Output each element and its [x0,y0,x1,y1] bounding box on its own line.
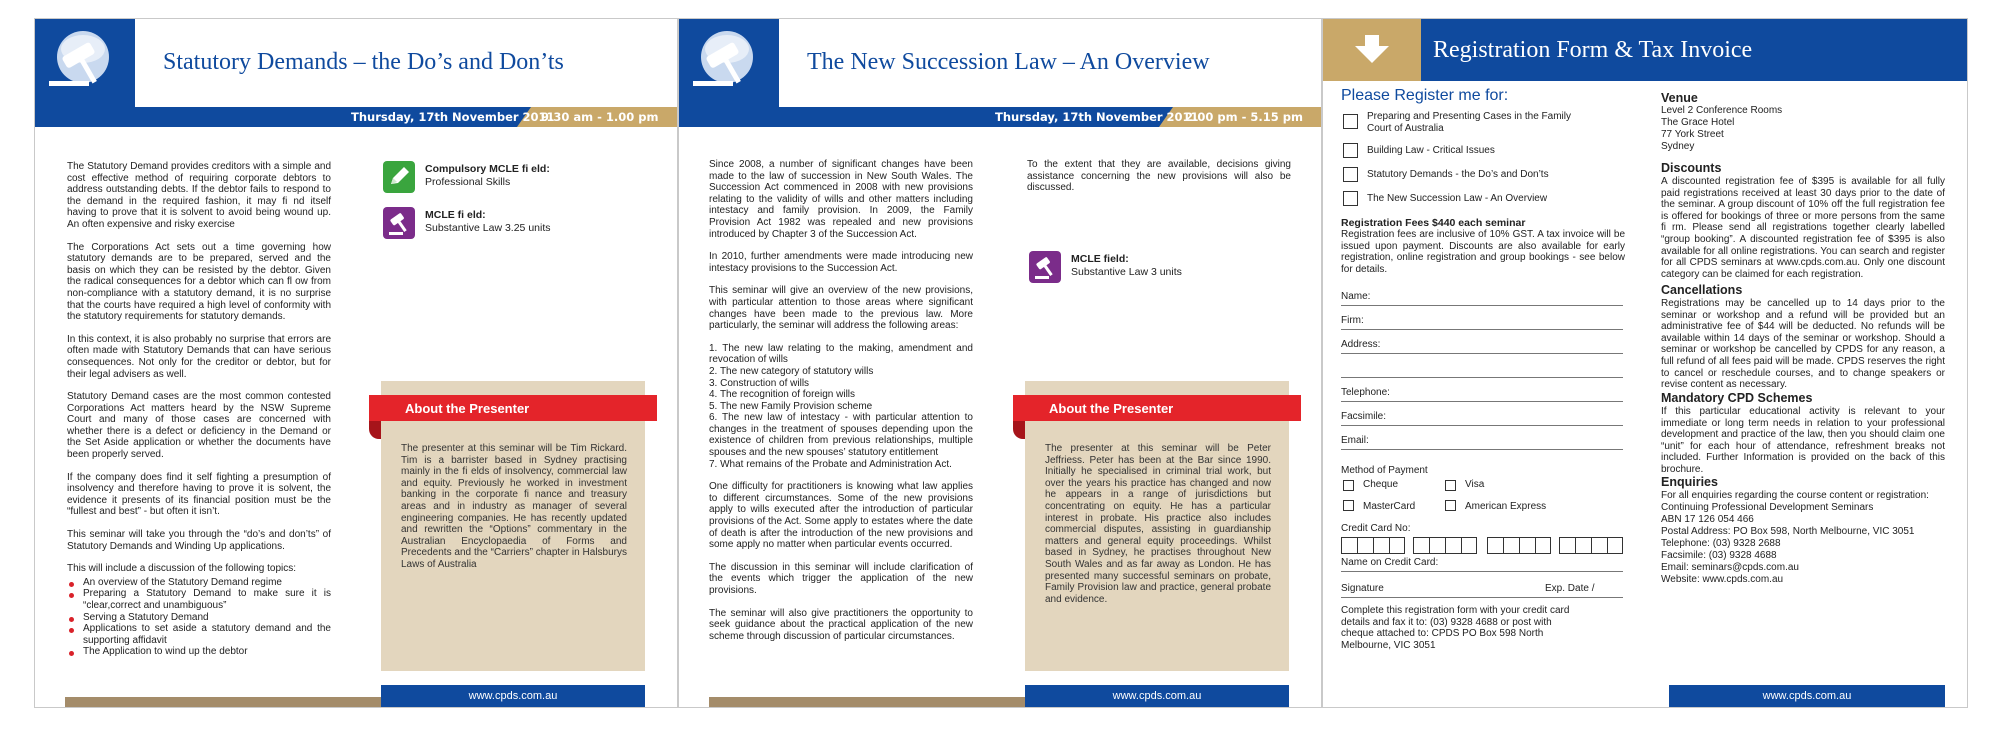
cheque-checkbox[interactable] [1343,480,1354,491]
list-item: Serving a Statutory Demand [67,612,331,624]
list-item: 6. The new law of intestacy - with particular attention to changes in the treatment of spouses depending upon the existence of children from previous relationships, multiple spouses and the new spouses’ statutory entitlement [709,412,973,459]
pencil-icon [383,161,415,193]
enquiries-line: Postal Address: PO Box 598, North Melbourne, VIC 3051 [1661,526,1915,537]
credit-card-label: Credit Card No: [1341,523,1411,534]
right-body-text [1027,159,1291,205]
course-checkbox[interactable] [1343,167,1358,182]
gavel-logo [35,19,135,107]
list-item: 7. What remains of the Probate and Administration Act. [709,458,952,470]
fees-text: Registration fees are inclusive of 10% GST. A tax invoice will be issued upon payment. Discounts are also available for early registration, online registration and group bookings - see below for details. [1341,229,1625,275]
enquiries-heading: Enquiries [1661,475,1718,489]
venue-line: Level 2 Conference Rooms [1661,105,1783,116]
enquiries-line: Continuing Professional Development Seminars [1661,502,1874,513]
about-presenter-heading: About the Presenter [1013,395,1301,421]
discounts-heading: Discounts [1661,161,1722,175]
name-on-card-field[interactable] [1341,571,1623,572]
list-item: 2. The new category of statutory wills [709,365,874,377]
register-heading: Please Register me for: [1341,87,1509,104]
name-on-card-label: Name on Credit Card: [1341,557,1439,568]
course-label: Building Law - Critical Issues [1367,145,1495,156]
field-label-facsimile: Facsimile: [1341,411,1387,422]
about-presenter-heading: About the Presenter [369,395,657,421]
visa-checkbox[interactable] [1445,480,1456,491]
cancellations-text: Registrations may be cancelled up to 14 days prior to the seminar or workshop and a refund will be provided but an administrative fee of $44 will be deducted. No refunds will be available within 14 days of the seminar or workshop. Should a seminar or workshop be cancelled by CPDS for any reason, a full refund of all fees paid will be made. CPDS reserves the right to cancel or reschedule courses, and to change speakers or revise content as necessary. [1661,298,1945,391]
page-header [679,19,1321,107]
paragraph: In this context, it is also probably no surprise that errors are often made with Statutory Demands that can have serious consequences. Not only for the creditor or debtor, but for their legal advisers as well. [67,333,331,380]
paragraph: In 2010, further amendments were made introducing new intestacy provisions to the Succession Act. [709,251,973,274]
discounts-text: A discounted registration fee of $395 is available for all fully paid registrations received at least 30 days prior to the date of the seminar. A group discount of 10% off the full registration fee is offered for bookings of three or more persons from the same fi rm. Please send all registrations together clearly labelled “group booking”. A discounted registration fee of $395 is also available for all online registrations. You can search and register for all CPDS seminars at www.cpds.com.au. Only one discount category can be claimed for each registration. [1661,176,1945,280]
list-item: Preparing a Statutory Demand to make sure it is “clear,correct and unambiguous” [67,588,331,611]
brochure-page-statutory-demands [34,18,678,708]
gavel-icon [383,207,415,239]
paragraph: This will include a discussion of the following topics: [67,563,296,575]
course-label: The New Succession Law - An Overview [1367,193,1548,204]
venue-heading: Venue [1661,91,1698,105]
list-item: 1. The new law relating to the making, amendment and revocation of wills [709,342,973,366]
address-field[interactable] [1341,353,1623,354]
date-bar [35,107,677,127]
page-header [1323,19,1967,81]
list-item: An overview of the Statutory Demand regime [67,577,331,589]
website-link[interactable]: www.cpds.com.au [381,685,645,707]
page-header [35,19,677,107]
website-link[interactable]: www.cpds.com.au [1025,685,1289,707]
mcle-compulsory: Compulsory MCLE fi eld: Professional Skills [383,161,603,195]
expiry-label: Exp. Date / [1545,583,1595,594]
paragraph: This seminar will give an overview of the new provisions, with particular attention to those areas where significant changes have been made to the previous law. More particularly, the seminar will address the following areas: [709,285,973,332]
mcle-field: MCLE field: Substantive Law 3 units [1029,251,1249,285]
paragraph: Since 2008, a number of significant changes have been made to the law of succession in New South Wales. The Succession Act commenced in 2008 with new provisions relating to the validity of wills and other matters including intestacy and family provision. In 2009, the Family Provision Act 1982 was repealed and new provisions introduced by Chapter 3 of the Succession Act. [709,159,973,240]
cancellations-heading: Cancellations [1661,283,1743,297]
course-label: Statutory Demands - the Do’s and Don’ts [1367,169,1549,180]
mcle-field: MCLE fi eld: Substantive Law 3.25 units [383,207,603,241]
facsimile-field[interactable] [1341,425,1623,426]
field-label-email: Email: [1341,435,1369,446]
list-item: 5. The new Family Provision scheme [709,400,873,412]
course-checkbox[interactable] [1343,191,1358,206]
card-number-group[interactable] [1341,537,1405,554]
course-checkbox[interactable] [1343,143,1358,158]
paragraph: The seminar will also give practitioners the opportunity to seek guidance about the practical application of the new scheme through discussion of particular circumstances. [709,607,973,642]
cpd-text: If this particular educational activity is relevant to your immediate or long term needs in relation to your professional development and practice of the law, then you should claim one “unit” for each hour of attendance, refreshment breaks not included. Further Information is provided on the back of this brochure. [1661,406,1945,475]
body-text [67,161,331,658]
registration-form-page [1322,18,1968,708]
gavel-logo [679,19,779,107]
list-item: The Application to wind up the debtor [67,646,331,658]
address-field-line2[interactable] [1341,377,1623,378]
footer-bar [65,697,387,707]
course-checkbox[interactable] [1343,114,1358,129]
seminar-date: Thursday, 17th November 2011 [351,110,555,124]
mastercard-label: MasterCard [1363,501,1416,512]
signature-label: Signature [1341,583,1384,594]
list-item: 3. Construction of wills [709,377,810,389]
list-item: 4. The recognition of foreign wills [709,389,856,401]
enquiries-email-link[interactable]: Email: seminars@cpds.com.au [1661,562,1799,573]
amex-label: American Express [1465,501,1547,512]
amex-checkbox[interactable] [1445,500,1456,511]
visa-label: Visa [1465,479,1485,490]
list-item: Applications to set aside a statutory demand and the supporting affidavit [67,623,331,646]
paragraph: If the company does find it self fighting a presumption of insolvency and therefore having to prove it is solvent, the evidence it presents of its financial position must be the “fullest and best” - but often it isn’t. [67,471,331,518]
enquiries-line: For all enquiries regarding the course content or registration: [1661,490,1929,501]
seminar-time: 9.30 am - 1.00 pm [541,110,659,124]
topic-list [67,577,331,658]
card-number-group[interactable] [1559,537,1623,554]
down-arrow-icon [1323,19,1421,81]
venue-line: Sydney [1661,141,1695,152]
paragraph: Statutory Demand cases are the most common contested Corporations Act matters heard by the NSW Supreme Court and many of those cases are concerned with whether there is a defect or deficiency in the Demand or the Set Aside application or whether the documents have been properly served. [67,391,331,461]
seminar-date: Thursday, 17th November 2011 [995,110,1199,124]
cheque-label: Cheque [1363,479,1399,490]
paragraph: One difficulty for practitioners is knowing what law applies to different circumstances. Some of the new provisions apply to wills executed after the introduction of particular provisions of the Act. Some apply to estates where the date of death is after the introduction of the new provisions and some apply no matter when particular events occurred. [709,481,973,551]
firm-field[interactable] [1341,329,1623,330]
about-presenter-text: The presenter at this seminar will be Peter Jeffriess. Peter has been at the Bar since 1990. Initially he specialised in criminal trial work, but over the years his practice has changed and now he appears in a range of jurisdictions but concentrating on equity. He has a particular interest in probate. His practice also includes commercial disputes, assisting in guardianship matters and general equity proceedings. Whilst based in Sydney, he practises throughout New South Wales and as far away as London. He has presented many successful seminars on probate, Family Provision law and practice, general probate and evidence. [1045,443,1271,605]
gavel-icon [1029,251,1061,283]
enquiries-website-link[interactable]: Website: www.cpds.com.au [1661,574,1784,585]
course-label: Preparing and Presenting Cases in the Family Court of Australia [1367,111,1571,134]
footer-bar [709,697,1031,707]
venue-line: 77 York Street [1661,129,1724,140]
telephone-field[interactable] [1341,401,1623,402]
page-title: Statutory Demands – the Do’s and Don’ts [163,49,564,75]
field-label-name: Name: [1341,291,1371,302]
enquiries-line: Telephone: (03) 9328 2688 [1661,538,1781,549]
date-bar [679,107,1321,127]
page-title: The New Succession Law – An Overview [807,49,1210,75]
field-label-address: Address: [1341,339,1381,350]
about-presenter-text: The presenter at this seminar will be Tim Rickard. Tim is a barrister based in Sydney practising mainly in the fi elds of insolvency, commercial law and equity. Previously he worked in investment banking in the corporate fi nance and treasury areas and in industry as manager of several engineering companies. He has recently updated and rewritten the “Options” commentary in the Australian Encyclopaedia of Forms and Precedents and the “Carriers” chapter in Halsburys Laws of Australia [401,443,627,570]
topic-list [709,343,973,471]
paragraph: The Corporations Act sets out a time governing how statutory demands are to be prepared, served and the basis on which they can be resisted by the debtor. Given the radical consequences for a debtor which can fl ow from non-compliance with a statutory demand, it is no surprise that the courts have required a high level of conformity with the statutory requirements for statutory demands. [67,241,331,323]
paragraph: The discussion in this seminar will include clarification of the events which trigger the application of the new provisions. [709,561,973,596]
fees-heading: Registration Fees $440 each seminar [1341,217,1526,229]
card-number-group[interactable] [1487,537,1551,554]
field-label-firm: Firm: [1341,315,1364,326]
mastercard-checkbox[interactable] [1343,500,1354,511]
website-link[interactable]: www.cpds.com.au [1669,685,1945,707]
body-text [709,159,973,653]
paragraph: To the extent that they are available, decisions giving assistance concerning the new provisions will also be discussed. [1027,159,1291,194]
name-field[interactable] [1341,305,1623,306]
page-title: Registration Form & Tax Invoice [1433,37,1753,63]
payment-method-heading: Method of Payment [1341,465,1428,476]
card-number-group[interactable] [1413,537,1477,554]
email-field[interactable] [1341,449,1623,450]
brochure-page-succession-law [678,18,1322,708]
cpd-heading: Mandatory CPD Schemes [1661,391,1813,405]
enquiries-line: ABN 17 126 054 466 [1661,514,1754,525]
paragraph: The Statutory Demand provides creditors with a simple and cost effective method of requiring corporate debtors to address outstanding debts. If the debtor fails to respond to the demand in the required fashion, it may fi nd itself having to prove that it is solvent to avoid being wound up. An often expensive and risky exercise [67,161,331,230]
seminar-time: 2.00 pm - 5.15 pm [1185,110,1303,124]
enquiries-line: Facsimile: (03) 9328 4688 [1661,550,1777,561]
venue-line: The Grace Hotel [1661,117,1735,128]
field-label-telephone: Telephone: [1341,387,1390,398]
complete-instructions: Complete this registration form with your credit card details and fax it to: (03) 9328 4688 or post with cheque attached to: CPDS PO Box 598 North Melbourne, VIC 3051 [1341,605,1570,651]
paragraph: This seminar will take you through the “do’s and don’ts” of Statutory Demands and Winding Up applications. [67,529,331,552]
signature-field[interactable] [1341,597,1623,598]
